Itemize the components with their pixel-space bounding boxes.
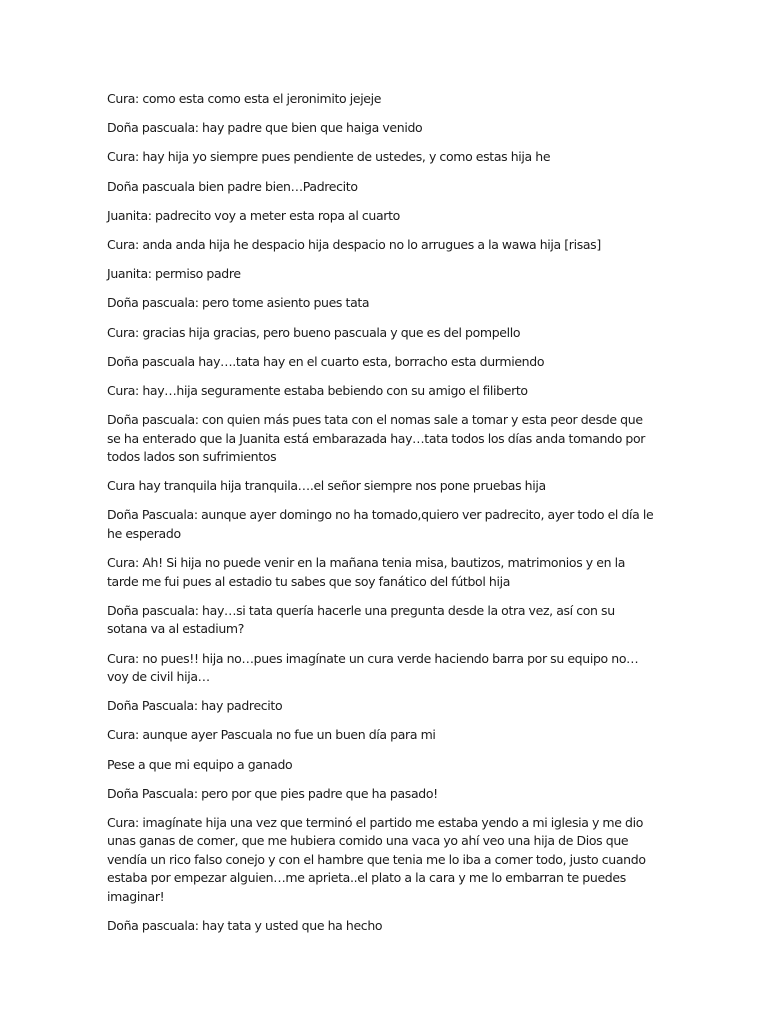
dialogue-line: Doña pascuala: hay tata y usted que ha hecho [107, 918, 383, 934]
dialogue-line: Cura: gracias hija gracias, pero bueno pascuala y que es del pompello [107, 324, 521, 340]
dialogue-line: Cura: aunque ayer Pascuala no fue un buen día para mi [107, 727, 436, 743]
dialogue-line: Doña Pascuala: hay padrecito [107, 698, 283, 714]
dialogue-line: Cura: no pues!! hija no…pues imagínate un cura verde haciendo barra por su equipo no…voy de civil hija… [107, 650, 639, 684]
dialogue-line: Pese a que mi equipo a ganado [107, 756, 293, 772]
dialogue-line: Cura: anda anda hija he despacio hija despacio no lo arrugues a la wawa hija [risas] [107, 236, 601, 252]
dialogue-line: Doña pascuala: hay…si tata quería hacerle una pregunta desde la otra vez, así con su sotana va al estadium? [107, 602, 615, 637]
dialogue-body [107, 90, 655, 946]
dialogue-line: Doña pascuala: con quien más pues tata con el nomas sale a tomar y esta peor desde que se ha enterado que la Juanita está embarazada hay…tata todos los días anda tomando por todos lados son sufrimientos [107, 412, 646, 465]
dialogue-line: Juanita: padrecito voy a meter esta ropa al cuarto [107, 207, 400, 223]
dialogue-line: Doña pascuala: hay padre que bien que haiga venido [107, 120, 423, 136]
dialogue-line: Doña pascuala: pero tome asiento pues tata [107, 295, 370, 311]
dialogue-line: Cura: hay…hija seguramente estaba bebiendo con su amigo el filiberto [107, 382, 528, 398]
dialogue-line: Doña pascuala bien padre bien…Padrecito [107, 178, 358, 194]
dialogue-line: Cura: hay hija yo siempre pues pendiente de ustedes, y como estas hija he [107, 149, 551, 165]
dialogue-line: Doña Pascuala: pero por que pies padre que ha pasado! [107, 785, 438, 801]
dialogue-line: Cura: imagínate hija una vez que terminó el partido me estaba yendo a mi iglesia y me dio unas ganas de comer, que me hubiera comido una vaca yo ahí veo una hija de Dios que vendía un rico falso conejo y con el hambre que tenia me lo iba a comer todo, justo cuando estaba por empezar alguien…me aprieta..el plato a la cara y me lo embarran te puedes imaginar! [107, 814, 646, 904]
dialogue-line: Cura: Ah! Si hija no puede venir en la mañana tenia misa, bautizos, matrimonios y en la tarde me fui pues al estadio tu sabes que soy fanático del fútbol hija [107, 555, 626, 589]
dialogue-line: Cura: como esta como esta el jeronimito jejeje [107, 91, 382, 106]
dialogue-line: Doña pascuala hay….tata hay en el cuarto esta, borracho esta durmiendo [107, 353, 545, 369]
dialogue-line: Doña Pascuala: aunque ayer domingo no ha tomado,quiero ver padrecito, ayer todo el día le he esperado [107, 507, 654, 541]
dialogue-line: Juanita: permiso padre [107, 266, 241, 282]
dialogue-line: Cura hay tranquila hija tranquila….el señor siempre nos pone pruebas hija [107, 478, 546, 494]
